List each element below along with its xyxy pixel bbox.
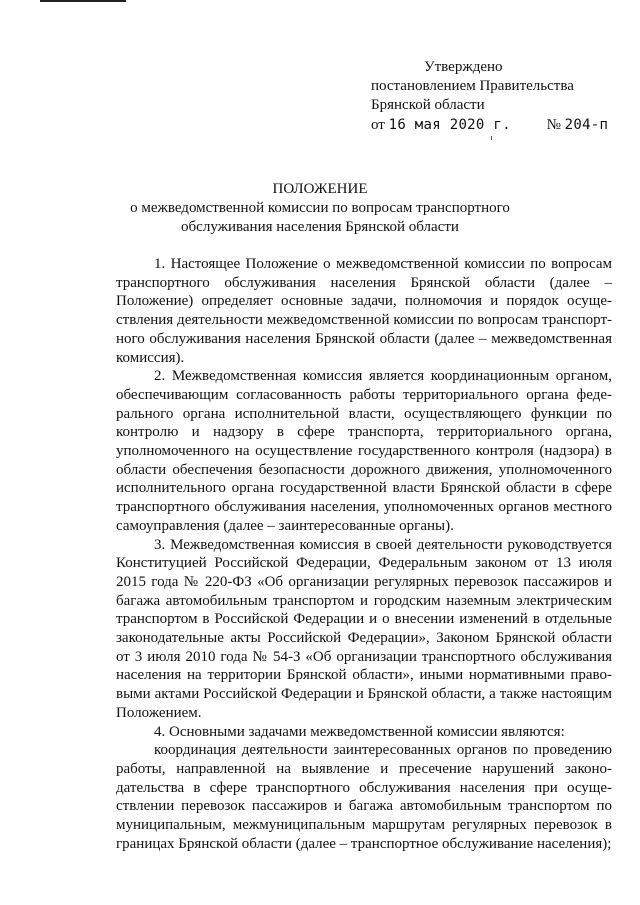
paragraph-2: 2. Межведомственная комиссия является координационным органом, обеспечивающим согласованность работы территориального органа федерального органа исполнительной власти, осуществляющего функции по контролю и надзору в сфере транспорта, территориального органа, уполномоченного на осуществление государственного контроля (надзора) в области обеспечения безопасности дорожного движения, уполномоченного исполнительного органа государственной власти Брянской области в сфере транспортного обслуживания населения, уполномоченных органов местного самоуправления (далее – заинтересованные органы). (116, 368, 612, 534)
approval-line-resolution: постановлением Правительства (371, 78, 574, 94)
number-label: № (546, 117, 561, 133)
document-body (116, 255, 612, 854)
paragraph-1: 1. Настоящее Положение о межведомственной комиссии по вопросам транспортного обслуживания населения Брянской области (далее – Положение) определяет основные задачи, полномочия и порядок осуществления деятельности межведомственной комиссии по вопросам транспортного обслуживания населения Брянской области (далее – межведомственная комиссия). (116, 256, 612, 366)
approval-block (371, 58, 621, 135)
scan-artifact-mark (491, 136, 492, 140)
number-stamp: 204-п (564, 117, 609, 133)
approval-line-region: Брянской области (371, 97, 485, 113)
date-stamp: 16 мая 2020 г. (388, 117, 511, 133)
approval-date-row (371, 116, 621, 135)
approval-line-approved: Утверждено (424, 59, 503, 75)
document-title (0, 180, 640, 237)
paragraph-5: координация деятельности заинтересованных органов по проведению работы, направленной на выявление и пресечение нарушений законодательства в сфере транспортного обслуживания населения при осуществлении перевозок пассажиров и багажа автомобильным транспортом по муниципальным, межмуниципальным маршрутам регулярных перевозок в границах Брянской области (далее – транспортное обслуживание населения); (116, 742, 612, 852)
title-heading: ПОЛОЖЕНИЕ (272, 181, 368, 197)
top-edge-rule (40, 0, 126, 2)
date-prefix: от (371, 117, 385, 133)
title-subtitle-line-1: о межведомственной комиссии по вопросам транспортного (130, 200, 510, 216)
paragraph-3: 3. Межведомственная комиссия в своей деятельности руководствуется Конституцией Российской Федерации, Федеральным законом от 13 июля 2015 года № 220-ФЗ «Об организации регулярных перевозок пассажиров и багажа автомобильным транспортом и городским наземным электрическим транспортом в Российской Федерации и о внесении изменений в отдельные законодательные акты Российской Федерации», Законом Брянской области от 3 июля 2010 года № 54-З «Об организации транспортного обслуживания населения на территории Брянской области», иными нормативными правовыми актами Российской Федерации и Брянской области, а также настоящим Положением. (116, 536, 612, 721)
title-subtitle-line-2: обслуживания населения Брянской области (181, 219, 459, 235)
paragraph-4: 4. Основными задачами межведомственной комиссии являются: (154, 723, 565, 740)
